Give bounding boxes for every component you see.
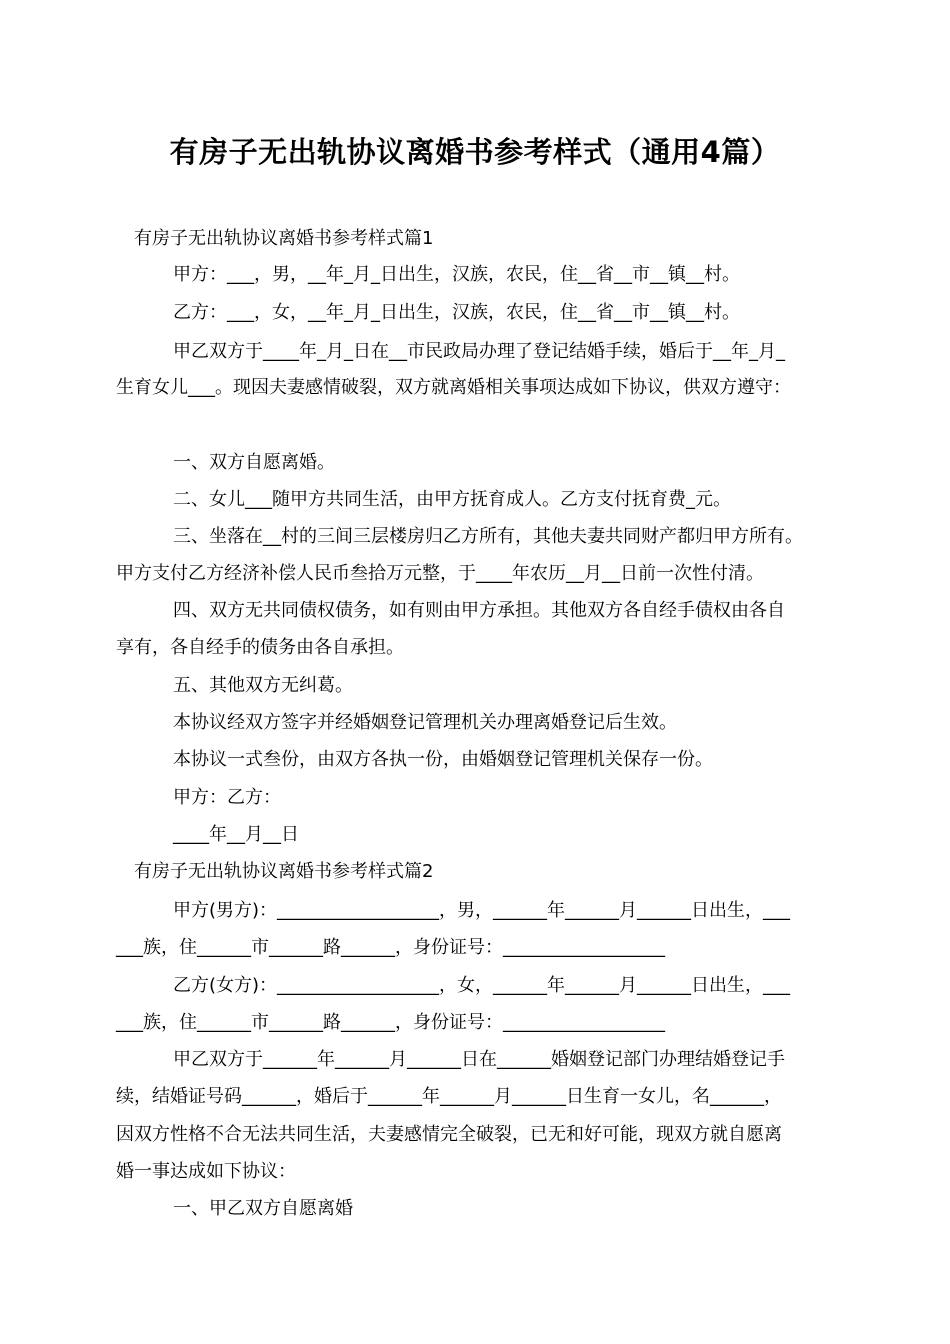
paragraph-line: 四、双方无共同债权债务，如有则由甲方承担。其他双方各自经手债权由各自: [173, 600, 785, 621]
date-line: ____年__月__日: [173, 824, 299, 845]
paragraph-line: 一、双方自愿离婚。: [173, 452, 335, 473]
paragraph-line: 五、其他双方无纠葛。: [173, 675, 353, 696]
paragraph-line: 本协议经双方签字并经婚姻登记管理机关办理离婚登记后生效。: [173, 712, 677, 733]
document-title: 有房子无出轨协议离婚书参考样式（通用4篇）: [169, 135, 781, 169]
paragraph-line: 甲方(男方)：__________________，男，______年______月______日出生，___: [173, 900, 791, 921]
paragraph-line: 甲方支付乙方经济补偿人民币叁拾万元整，于____年农历__月__日前一次性付清。: [116, 563, 764, 584]
paragraph-line: 乙方：___，女，__年_月_日出生，汉族，农民，住__省__市__镇__村。: [173, 302, 740, 323]
paragraph-line: 婚一事达成如下协议：: [116, 1161, 296, 1182]
paragraph-line: 因双方性格不合无法共同生活，夫妻感情完全破裂，已无和好可能，现双方就自愿离: [116, 1124, 782, 1145]
paragraph-line: ___族，住______市______路______，身份证号：__________________: [116, 1012, 665, 1033]
paragraph-line: 二、女儿___随甲方共同生活，由甲方抚育成人。乙方支付抚育费_元。: [173, 489, 731, 510]
paragraph-line: 本协议一式叁份，由双方各执一份，由婚姻登记管理机关保存一份。: [173, 749, 713, 770]
paragraph-line: 三、坐落在__村的三间三层楼房归乙方所有，其他夫妻共同财产都归甲方所有。: [173, 526, 803, 547]
paragraph-line: 续，结婚证号码______，婚后于______年______月______日生育一女儿，名______，: [116, 1086, 782, 1107]
paragraph-line: 一、甲乙双方自愿离婚: [173, 1198, 353, 1219]
paragraph-line: 甲方：___，男，__年_月_日出生，汉族，农民，住__省__市__镇__村。: [173, 264, 740, 285]
paragraph-line: ___族，住______市______路______，身份证号：__________________: [116, 937, 665, 958]
section-heading-1: 有房子无出轨协议离婚书参考样式篇1: [134, 228, 434, 249]
paragraph-line: 生育女儿___。现因夫妻感情破裂，双方就离婚相关事项达成如下协议，供双方遵守：: [116, 377, 791, 398]
paragraph-line: 甲乙双方于______年______月______日在______婚姻登记部门办理结婚登记手: [173, 1049, 785, 1070]
paragraph-line: 享有，各自经手的债务由各自承担。: [116, 637, 404, 658]
paragraph-line: 乙方(女方)：__________________，女，______年______月______日出生，___: [173, 975, 791, 996]
section-heading-2: 有房子无出轨协议离婚书参考样式篇2: [134, 861, 434, 882]
paragraph-line: 甲乙双方于____年_月_日在__市民政局办理了登记结婚手续，婚后于__年_月_: [173, 341, 785, 362]
signature-line: 甲方：乙方：: [173, 787, 281, 808]
